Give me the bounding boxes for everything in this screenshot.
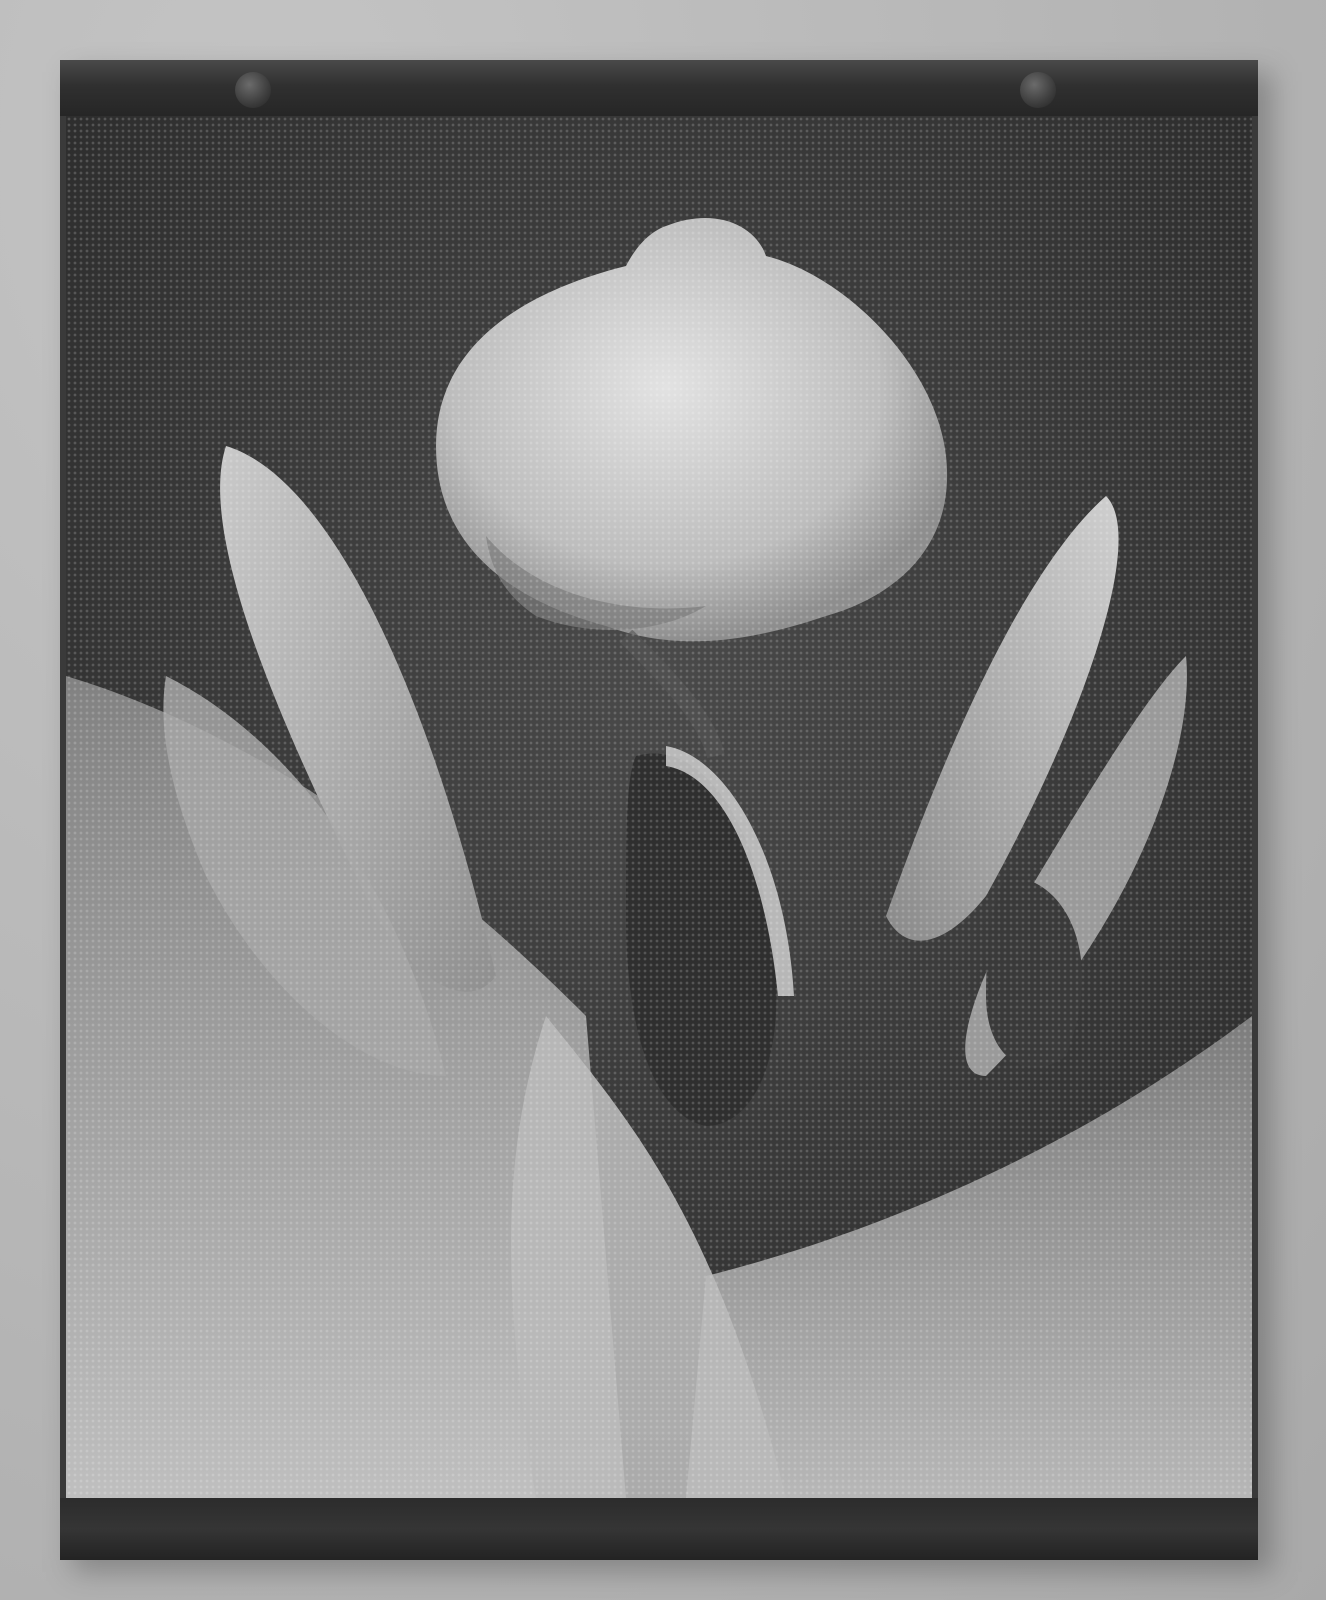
halftone-flower-image bbox=[66, 116, 1252, 1498]
bottom-metal-strip bbox=[60, 1498, 1258, 1560]
nail-head-right bbox=[1020, 72, 1056, 108]
top-metal-strip bbox=[60, 60, 1258, 116]
nail-head-left bbox=[235, 72, 271, 108]
flower-illustration bbox=[66, 116, 1252, 1498]
printing-block bbox=[60, 60, 1258, 1560]
